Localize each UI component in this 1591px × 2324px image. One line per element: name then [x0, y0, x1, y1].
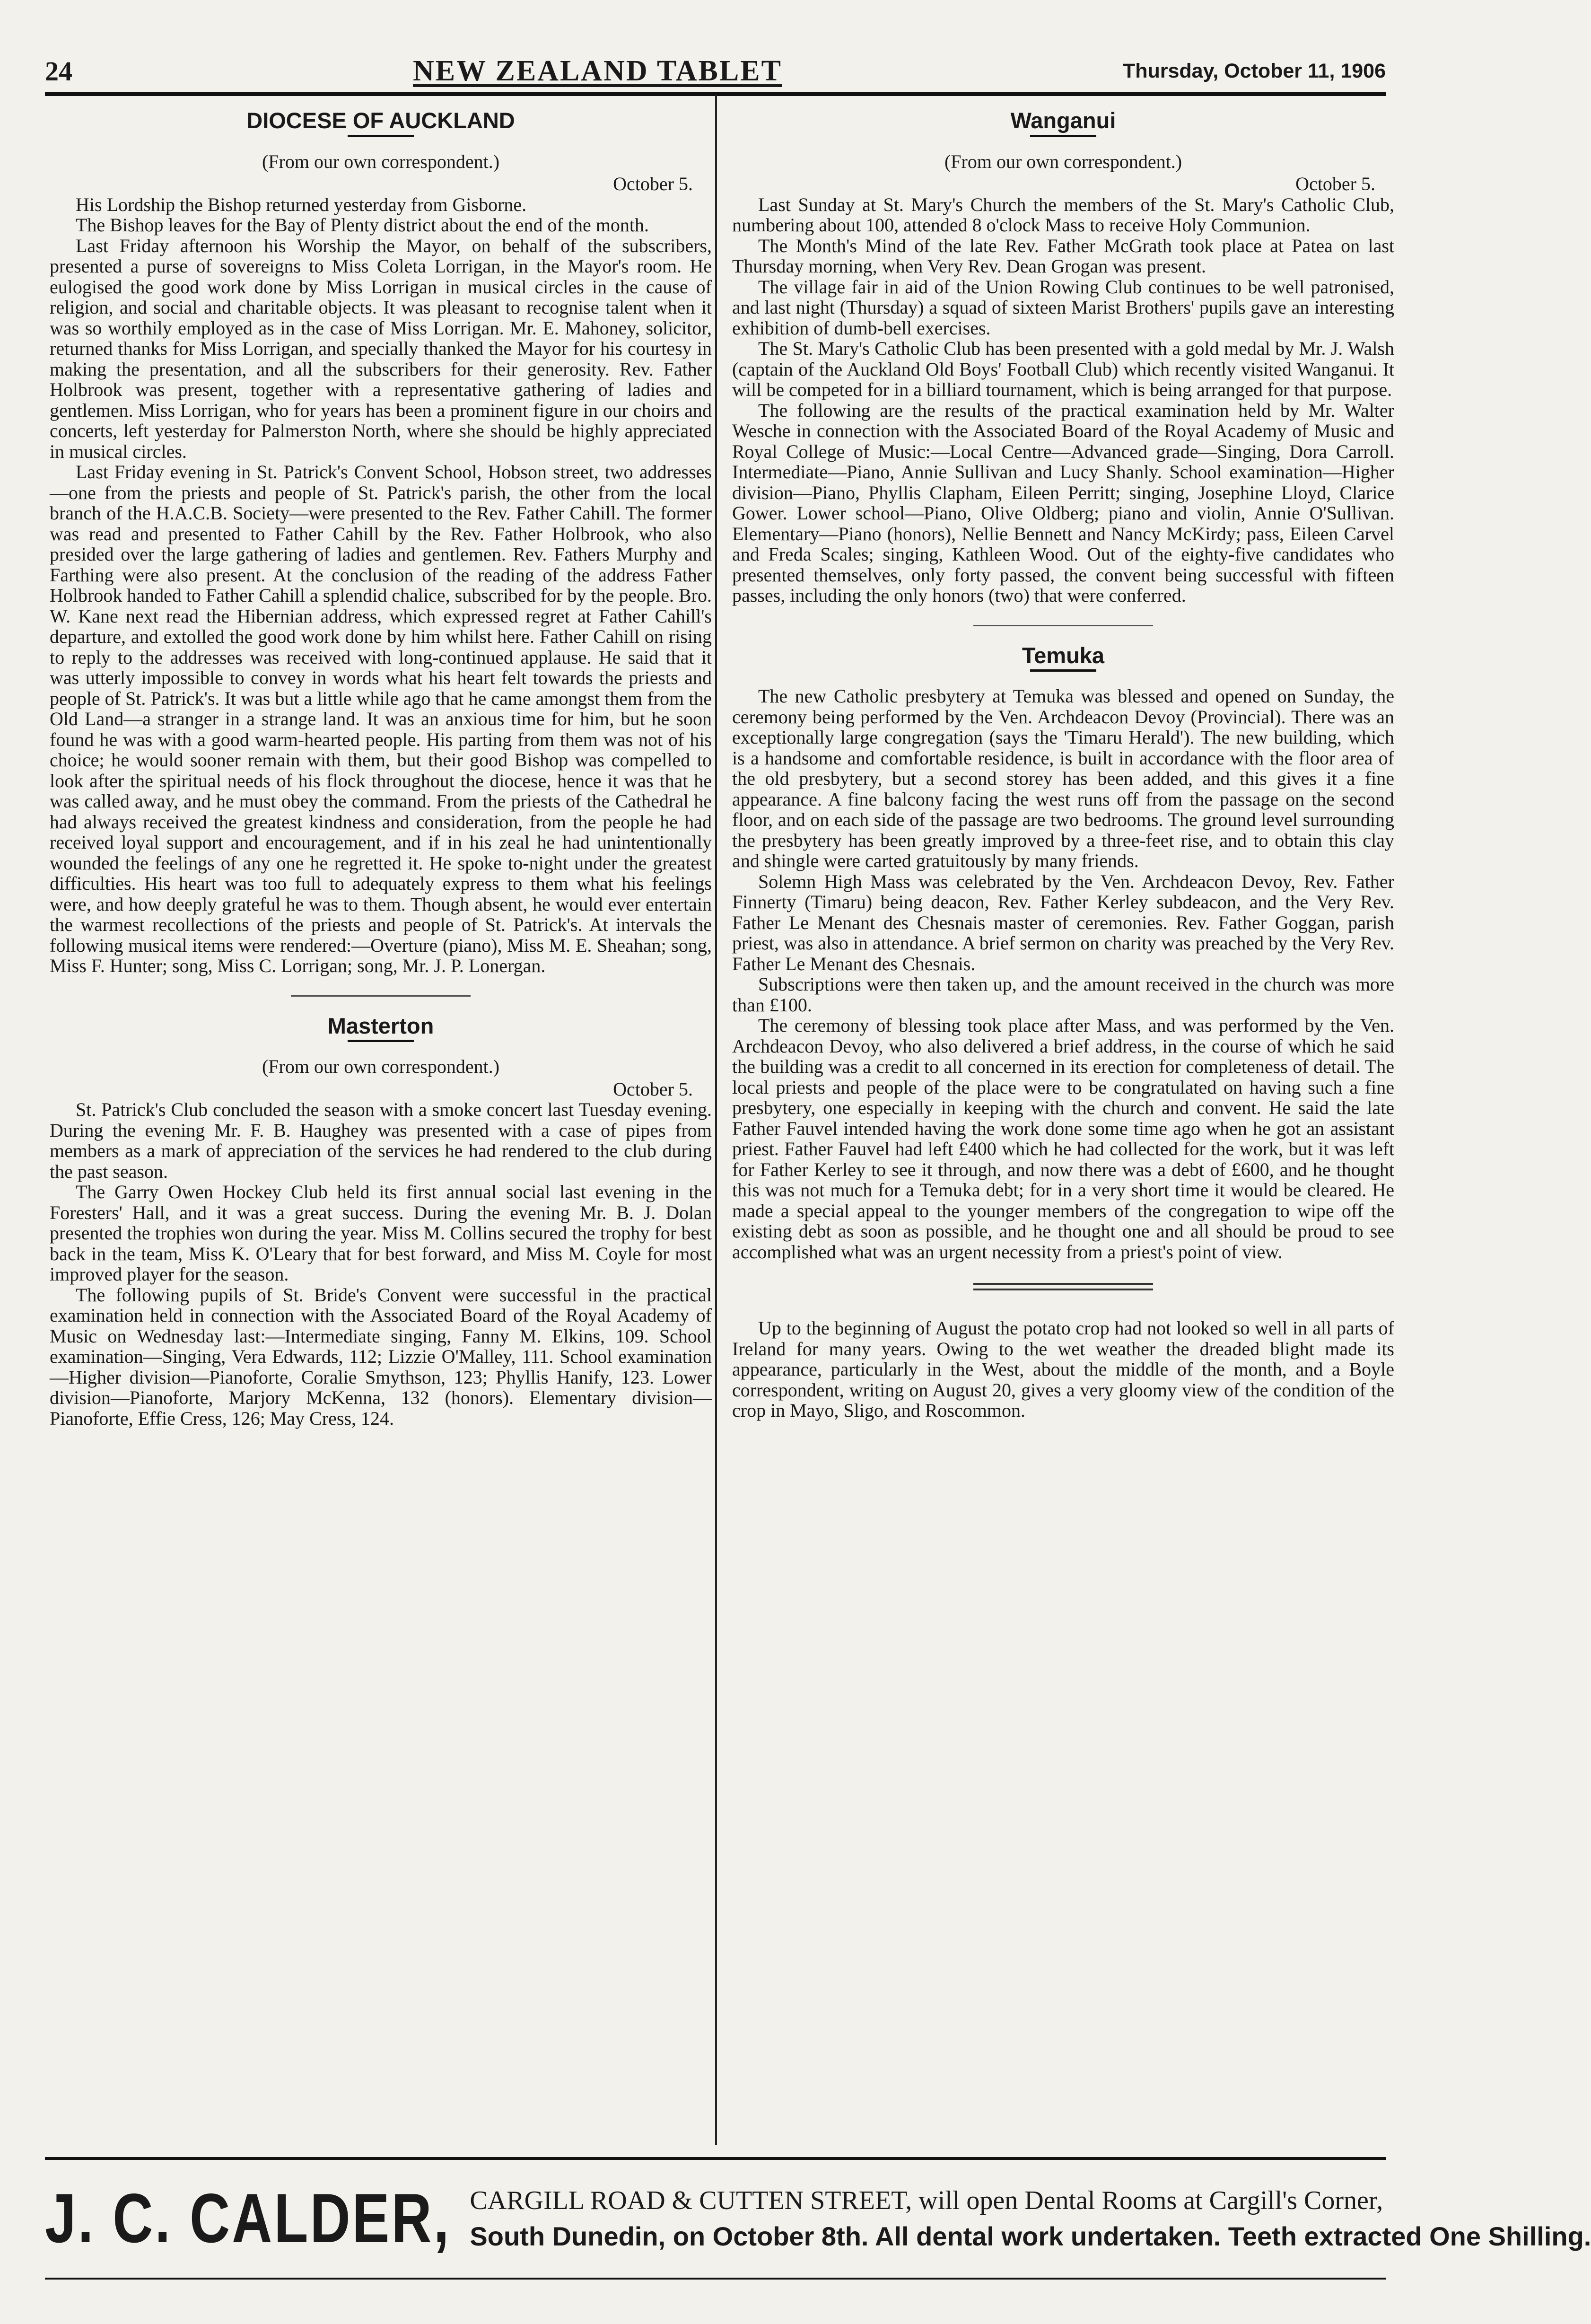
article-paragraph: Last Friday evening in St. Patrick's Convent School, Hobson street, two addresses—one from the priests and people of St. Patrick's parish, the other from the local branch of the H.A.C.B. Society—were presented to the Rev. Father Cahill. The former was read and presented to Father Cahill by the Rev. Father Holbrook, who also presided over the large gathering of ladies and gentlemen. Rev. Fathers Murphy and Farthing were also present. At the conclusion of the reading of the address Father Holbrook handed to Father Cahill a splendid chalice, subscribed for by the people. Bro. W. Kane next read the Hibernian address, which expressed regret at Father Cahill's departure, and extolled the good work done by him whilst here. Father Cahill on rising to reply to the addresses was received with long-continued applause. He said that it was utterly impossible to convey in words what his heart felt towards the priests and people of St. Patrick's. It was but a little while ago that he came amongst them from the Old Land—a stranger in a strange land. It was an anxious time for him, but he soon found he was with a good warm-hearted people. His parting from them was not of his choice; he would sooner remain with them, but their good Bishop was compelled to look after the spiritual needs of his flock throughout the diocese, hence it was that he was called away, and he must obey the command. From the priests of the Cathedral he had always received the greatest kindness and consideration, from the people he had received loyal support and encouragement, and if in his zeal he had unintentionally wounded the feelings of any one he regretted it. He spoke to-night under the greatest difficulties. His heart was too full to adequately express to them what his feelings were, and how deeply grateful he was to them. Though absent, he would ever entertain the warmest recollections of the priests and people of St. Patrick's. At intervals the following musical items were rendered:—Overture (piano), Miss M. E. Sheahan; song, Miss F. Hunter; song, Miss C. Lorrigan; song, Mr. J. P. Lonergan. — [50, 461, 712, 976]
advert-line-1: CARGILL ROAD & CUTTEN STREET, will open Dental Rooms at Cargill's Corner, — [470, 2186, 1383, 2215]
dateline: October 5. — [613, 173, 693, 194]
article-paragraph: The village fair in aid of the Union Rowing Club continues to be well patronised, and last night (Thursday) a squad of sixteen Marist Brothers' pupils gave an interesting exhibition of dumb-bell exercises. — [732, 276, 1394, 339]
section-divider — [973, 625, 1153, 626]
newspaper-title: NEW ZEALAND TABLET — [412, 54, 782, 87]
section-divider — [291, 995, 471, 997]
article-paragraph: Solemn High Mass was celebrated by the Ven. Archdeacon Devoy, Rev. Father Finnerty (Timaru) being deacon, Rev. Father Kerley subdeacon, and the Very Rev. Father Le Menant des Chesnais master of ceremonies. Rev. Father Goggan, parish priest, was also in attendance. A brief sermon on charity was preached by the Very Rev. Father Le Menant des Chesnais. — [732, 870, 1394, 974]
article-paragraph: The Bishop leaves for the Bay of Plenty district about the end of the month. — [76, 214, 649, 236]
article-paragraph: The ceremony of blessing took place after Mass, and was performed by the Ven. Archdeacon Devoy, who also delivered a brief address, in the course of which he said the building was a credit to all concerned in its erection for completeness of detail. The local priests and people of the place were to be congratulated on having such a fine presbytery, one especially in keeping with the church and convent. He said the late Father Fauvel intended having the work done some time ago when he got an assistant priest. Father Fauvel had left £400 which he had collected for the work, but it was left for Father Kerley to see it through, and now there was a debt of £600, and he thought this was not much for a Temuka debt; for in a very short time it would be cleared. He made a special appeal to the younger members of the congregation to wipe off the existing debt as soon as possible, and he thought one and all should be proud to see accomplished what was an urgent necessity from a priest's point of view. — [732, 1015, 1394, 1263]
column-rule — [715, 95, 717, 2145]
article-paragraph: Up to the beginning of August the potato crop had not looked so well in all parts of Ireland for many years. Owing to the wet weather the dreaded blight made its appearance, particularly in the West, about the middle of the month, and a Boyle correspondent, writing on August 20, gives a very gloomy view of the condition of the crop in Mayo, Sligo, and Roscommon. — [732, 1317, 1394, 1421]
advert-line-2: South Dunedin, on October 8th. All dental work undertaken. Teeth extracted One Shilling. — [470, 2221, 1591, 2251]
article-paragraph: Subscriptions were then taken up, and the amount received in the church was more than £100. — [732, 973, 1394, 1016]
advert-rule — [45, 2278, 1386, 2280]
issue-date: Thursday, October 11, 1906 — [1122, 59, 1386, 82]
advert-name: J. C. CALDER, — [45, 2179, 451, 2258]
article-paragraph: The following are the results of the practical examination held by Mr. Walter Wesche in connection with the Associated Board of the Royal Academy of Music and Royal College of Music:—Local Centre—Advanced grade—Singing, Dora Carroll. Intermediate—Piano, Annie Sullivan and Lucy Shanly. School examination—Higher division—Piano, Phyllis Clapham, Eileen Perritt; singing, Josephine Lloyd, Clarice Gower. Lower school—Piano, Olive Oldberg; piano and violin, Annie O'Sullivan. Elementary—Piano (honors), Nellie Bennett and Nancy McKirdy; pass, Eileen Carvel and Freda Scales; singing, Kathleen Wood. Out of the eighty-five candidates who presented themselves, only forty passed, the convent being successful with fifteen passes, including the only honors (two) that were conferred. — [732, 399, 1394, 606]
heading-rule — [1030, 135, 1096, 137]
ornamental-divider — [973, 1281, 1153, 1294]
article-paragraph: St. Patrick's Club concluded the season with a smoke concert last Tuesday evening. During the evening Mr. F. B. Haughey was presented with a case of pipes from members as a mark of appreciation of the services he had rendered to the club during the past season. — [50, 1099, 712, 1182]
advert-rule — [45, 2157, 1386, 2160]
right-column — [732, 102, 1394, 1421]
section-heading-temuka: Temuka — [1022, 642, 1105, 668]
correspondent-line: (From our own correspondent.) — [262, 1056, 500, 1077]
article-paragraph: The Month's Mind of the late Rev. Father McGrath took place at Patea on last Thursday morning, when Very Rev. Dean Grogan was present. — [732, 235, 1394, 277]
advert-text — [470, 2183, 1591, 2254]
page-number: 24 — [45, 55, 72, 87]
section-heading-wanganui: Wanganui — [1010, 108, 1116, 133]
article-paragraph: The St. Mary's Catholic Club has been presented with a gold medal by Mr. J. Walsh (captain of the Auckland Old Boys' Football Club) which recently visited Wanganui. It will be competed for in a billiard tournament, which is being arranged for that purpose. — [732, 338, 1394, 400]
left-column — [50, 102, 712, 1429]
section-heading-auckland: DIOCESE OF AUCKLAND — [246, 108, 515, 133]
correspondent-line: (From our own correspondent.) — [262, 150, 500, 172]
article-paragraph: The new Catholic presbytery at Temuka was blessed and opened on Sunday, the ceremony being performed by the Ven. Archdeacon Devoy (Provincial). There was an exceptionally large congregation (says the 'Timaru Herald'). The new building, which is a handsome and comfortable residence, is built in accordance with the floor area of the old presbytery, but a second storey has been added, and this gives it a fine appearance. A fine balcony facing the west runs off from the passage on the second floor, and on each side of the passage are two bedrooms. The ground level surrounding the presbytery has been greatly improved by a three-feet rise, and to obtain this clay and shingle were carted gratuitously by many friends. — [732, 685, 1394, 871]
heading-rule — [348, 1040, 414, 1042]
dateline: October 5. — [1295, 173, 1375, 194]
article-paragraph: His Lordship the Bishop returned yesterday from Gisborne. — [76, 193, 527, 215]
heading-rule — [1030, 669, 1096, 672]
article-paragraph: The Garry Owen Hockey Club held its first annual social last evening in the Foresters' Hall, and it was a great success. During the evening Mr. B. J. Dolan presented the trophies won during the year. Miss M. Collins secured the trophy for best back in the team, Miss K. O'Leary that for best forward, and Miss M. Coyle for most improved player for the season. — [50, 1181, 712, 1285]
heading-rule — [348, 135, 414, 137]
article-paragraph: Last Sunday at St. Mary's Church the members of the St. Mary's Catholic Club, numbering about 100, attended 8 o'clock Mass to receive Holy Communion. — [732, 193, 1394, 236]
dental-advertisement — [45, 2166, 1591, 2271]
correspondent-line: (From our own correspondent.) — [944, 150, 1182, 172]
article-paragraph: The following pupils of St. Bride's Convent were successful in the practical examination held in connection with the Associated Board of the Royal Academy of Music on Wednesday last:—Intermediate singing, Fanny M. Elkins, 109. School examination—Singing, Vera Edwards, 112; Lizzie O'Malley, 111. School examination—Higher division—Pianoforte, Coralie Smythson, 123; Phyllis Hanify, 123. Lower division—Pianoforte, Marjory McKenna, 132 (honors). Elementary division—Pianoforte, Effie Cress, 126; May Cress, 124. — [50, 1284, 712, 1429]
article-paragraph: Last Friday afternoon his Worship the Mayor, on behalf of the subscribers, presented a purse of sovereigns to Miss Coleta Lorrigan, in the Mayor's room. He eulogised the good work done by Miss Lorrigan in musical circles in the cause of religion, and social and charitable objects. It was pleasant to recognise talent when it was so worthily employed as in the case of Miss Lorrigan. Mr. E. Mahoney, solicitor, returned thanks for Miss Lorrigan, and specially thanked the Mayor for his courtesy in making the presentation, and all the subscribers for their generosity. Rev. Father Holbrook was present, together with a representative gathering of ladies and gentlemen. Miss Lorrigan, who for years has been a prominent figure in our choirs and concerts, left yesterday for Palmerston North, where she should be highly appreciated in musical circles. — [50, 235, 712, 462]
dateline: October 5. — [613, 1078, 693, 1100]
masthead — [45, 50, 1386, 96]
section-heading-masterton: Masterton — [327, 1013, 434, 1038]
